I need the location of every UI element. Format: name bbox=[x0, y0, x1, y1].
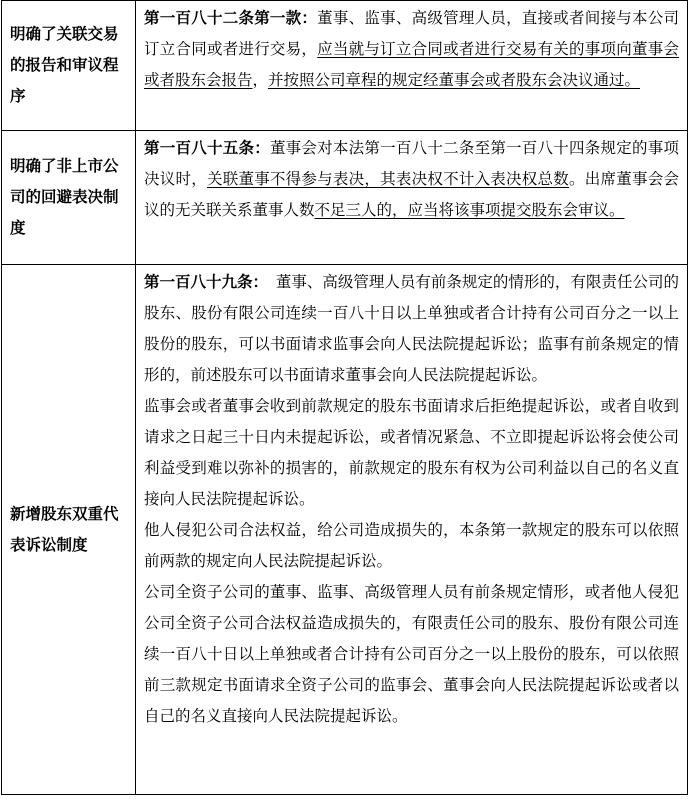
law-comparison-table bbox=[1, 0, 688, 795]
law-text: 监事会或者董事会收到前款规定的股东书面请求后拒绝提起诉讼，或者自收到请求之日起三十日内未提起诉讼，或者情况紧急、不立即提起诉讼将会使公司利益受到难以弥补的损害的，前款规定的股东有权为公司利益以自己的名义直接向人民法院提起诉讼。 bbox=[144, 397, 679, 508]
article-number: 第一百八十九条： bbox=[144, 273, 261, 291]
law-paragraph bbox=[144, 3, 679, 96]
row-content bbox=[136, 265, 688, 795]
law-text: 。出席董事会会议的无关联关系董事人数 bbox=[144, 170, 679, 219]
law-paragraph bbox=[144, 267, 679, 391]
law-paragraph bbox=[144, 133, 679, 226]
law-text: ， bbox=[252, 71, 269, 89]
table-row bbox=[2, 131, 688, 265]
article-number: 第一百八十二条第一款： bbox=[144, 9, 318, 27]
row-content bbox=[136, 131, 688, 265]
article-number: 第一百八十五条： bbox=[144, 139, 270, 157]
underlined-text: 并按照公司章程的规定经董事会或者股东会决议通过。 bbox=[268, 71, 641, 89]
law-paragraph bbox=[144, 577, 679, 732]
table-row bbox=[2, 1, 688, 131]
law-text: 他人侵犯公司合法权益，给公司造成损失的，本条第一款规定的股东可以依照前两款的规定向人民法院提起诉讼。 bbox=[144, 521, 679, 570]
table-row bbox=[2, 265, 688, 795]
underlined-text: 关联董事不得参与表决，其表决权不计入表决权总数 bbox=[206, 170, 570, 188]
underlined-text: 应当就与订立合同或者进行交易有关的事项向董事会或者股东会报告 bbox=[144, 40, 679, 89]
law-text: 董事、监事、高级管理人员，直接或者间接与本公司订立合同或者进行交易， bbox=[144, 9, 679, 58]
law-text: 董事会对本法第一百八十二条至第一百八十四条规定的事项决议时， bbox=[144, 139, 679, 188]
law-paragraph bbox=[144, 391, 679, 515]
law-text: 董事、高级管理人员有前条规定的情形的，有限责任公司的股东、股份有限公司连续一百八十日以上单独或者合计持有公司百分之一以上股份的股东，可以书面请求监事会向人民法院提起诉讼；监事有前条规定的情形的，前述股东可以书面请求董事会向人民法院提起诉讼。 bbox=[144, 273, 679, 384]
row-topic: 新增股东双重代表诉讼制度 bbox=[2, 265, 136, 795]
row-topic: 明确了非上市公司的回避表决制度 bbox=[2, 131, 136, 265]
row-topic: 明确了关联交易的报告和审议程序 bbox=[2, 1, 136, 131]
law-text: 公司全资子公司的董事、监事、高级管理人员有前条规定情形，或者他人侵犯公司全资子公司合法权益造成损失的，有限责任公司的股东、股份有限公司连续一百八十日以上单独或者合计持有公司百分之一以上股份的股东，可以依照前三款规定书面请求全资子公司的监事会、董事会向人民法院提起诉讼或者以自己的名义直接向人民法院提起诉讼。 bbox=[144, 583, 679, 725]
underlined-text: 不足三人的，应当将该事项提交股东会审议。 bbox=[314, 201, 625, 219]
row-content bbox=[136, 1, 688, 131]
law-paragraph bbox=[144, 515, 679, 577]
